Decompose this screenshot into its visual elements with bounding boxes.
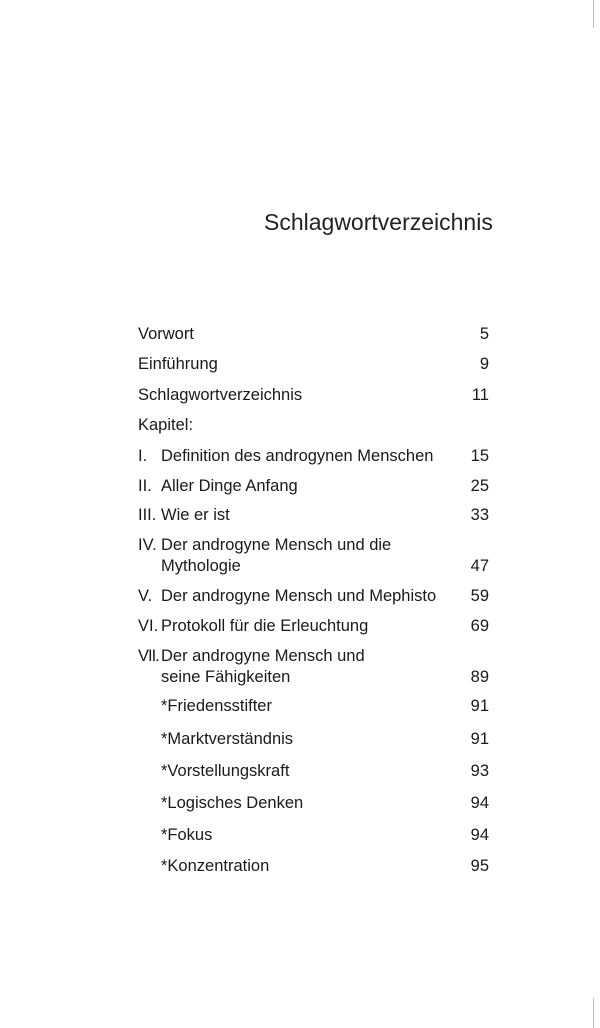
toc-chapter-title: Wie er ist xyxy=(161,506,230,524)
toc-subentry-page: 93 xyxy=(470,762,489,780)
toc-subentry-title: *Marktverständnis xyxy=(161,730,294,748)
toc-chapter-numeral: VI. xyxy=(138,617,159,635)
toc-chapter-page: 15 xyxy=(470,447,489,465)
toc-chapter-numeral: V. xyxy=(138,587,153,605)
toc-chapter-numeral: II. xyxy=(138,477,152,495)
toc-subentry-page: 94 xyxy=(470,794,489,812)
toc-chapter-numeral: I. xyxy=(138,447,148,465)
toc-chapter-title: Der androgyne Mensch und xyxy=(161,647,365,665)
toc-chapter-numeral: VII. xyxy=(138,647,159,665)
toc-chapter-page: 25 xyxy=(470,477,489,495)
toc-chapter-numeral: III. xyxy=(138,506,157,524)
toc-subentry-title: *Logisches Denken xyxy=(161,794,304,812)
toc-chapter-title: Der androgyne Mensch und Mephisto xyxy=(161,587,437,605)
toc-title-vorwort: Vorwort xyxy=(138,325,194,343)
page-title: Schlagwortverzeichnis xyxy=(264,209,493,236)
toc-page-vorwort: 5 xyxy=(479,325,489,343)
toc-subentry-page: 94 xyxy=(470,826,489,844)
toc-chapter-title-continued: seine Fähigkeiten xyxy=(161,668,291,686)
toc-chapter-page: 89 xyxy=(470,668,489,686)
toc-subentry-title: *Fokus xyxy=(161,826,213,844)
toc-subentry-title: *Vorstellungskraft xyxy=(161,762,290,780)
toc-subentry-title: *Friedensstifter xyxy=(161,697,272,715)
toc-chapter-page: 69 xyxy=(470,617,489,635)
toc-chapter-page: 47 xyxy=(470,557,489,575)
toc-subentry-page: 91 xyxy=(470,730,489,748)
toc-chapter-page: 59 xyxy=(470,587,489,605)
toc-page-schlagwortverzeichnis: 11 xyxy=(471,386,489,404)
toc-chapter-title: Aller Dinge Anfang xyxy=(161,477,298,495)
toc-subentry-title: *Konzentration xyxy=(161,857,270,875)
page-edge-top xyxy=(593,0,594,28)
toc-title-schlagwortverzeichnis: Schlagwortverzeichnis xyxy=(138,386,303,404)
toc-subentry-page: 91 xyxy=(470,697,489,715)
toc-chapter-title: Protokoll für die Erleuchtung xyxy=(161,617,369,635)
toc-chapter-title: Der androgyne Mensch und die xyxy=(161,536,392,554)
toc-page-einfuehrung: 9 xyxy=(479,355,489,373)
toc-chapter-page: 33 xyxy=(470,506,489,524)
toc-kapitel-label: Kapitel: xyxy=(138,416,194,434)
toc-subentry-page: 95 xyxy=(470,857,489,875)
toc-chapter-title-continued: Mythologie xyxy=(161,557,241,575)
toc-chapter-title: Definition des androgynen Menschen xyxy=(161,447,434,465)
page-edge-bottom xyxy=(593,998,594,1028)
toc-title-einfuehrung: Einführung xyxy=(138,355,218,373)
toc-chapter-numeral: IV. xyxy=(138,536,157,554)
